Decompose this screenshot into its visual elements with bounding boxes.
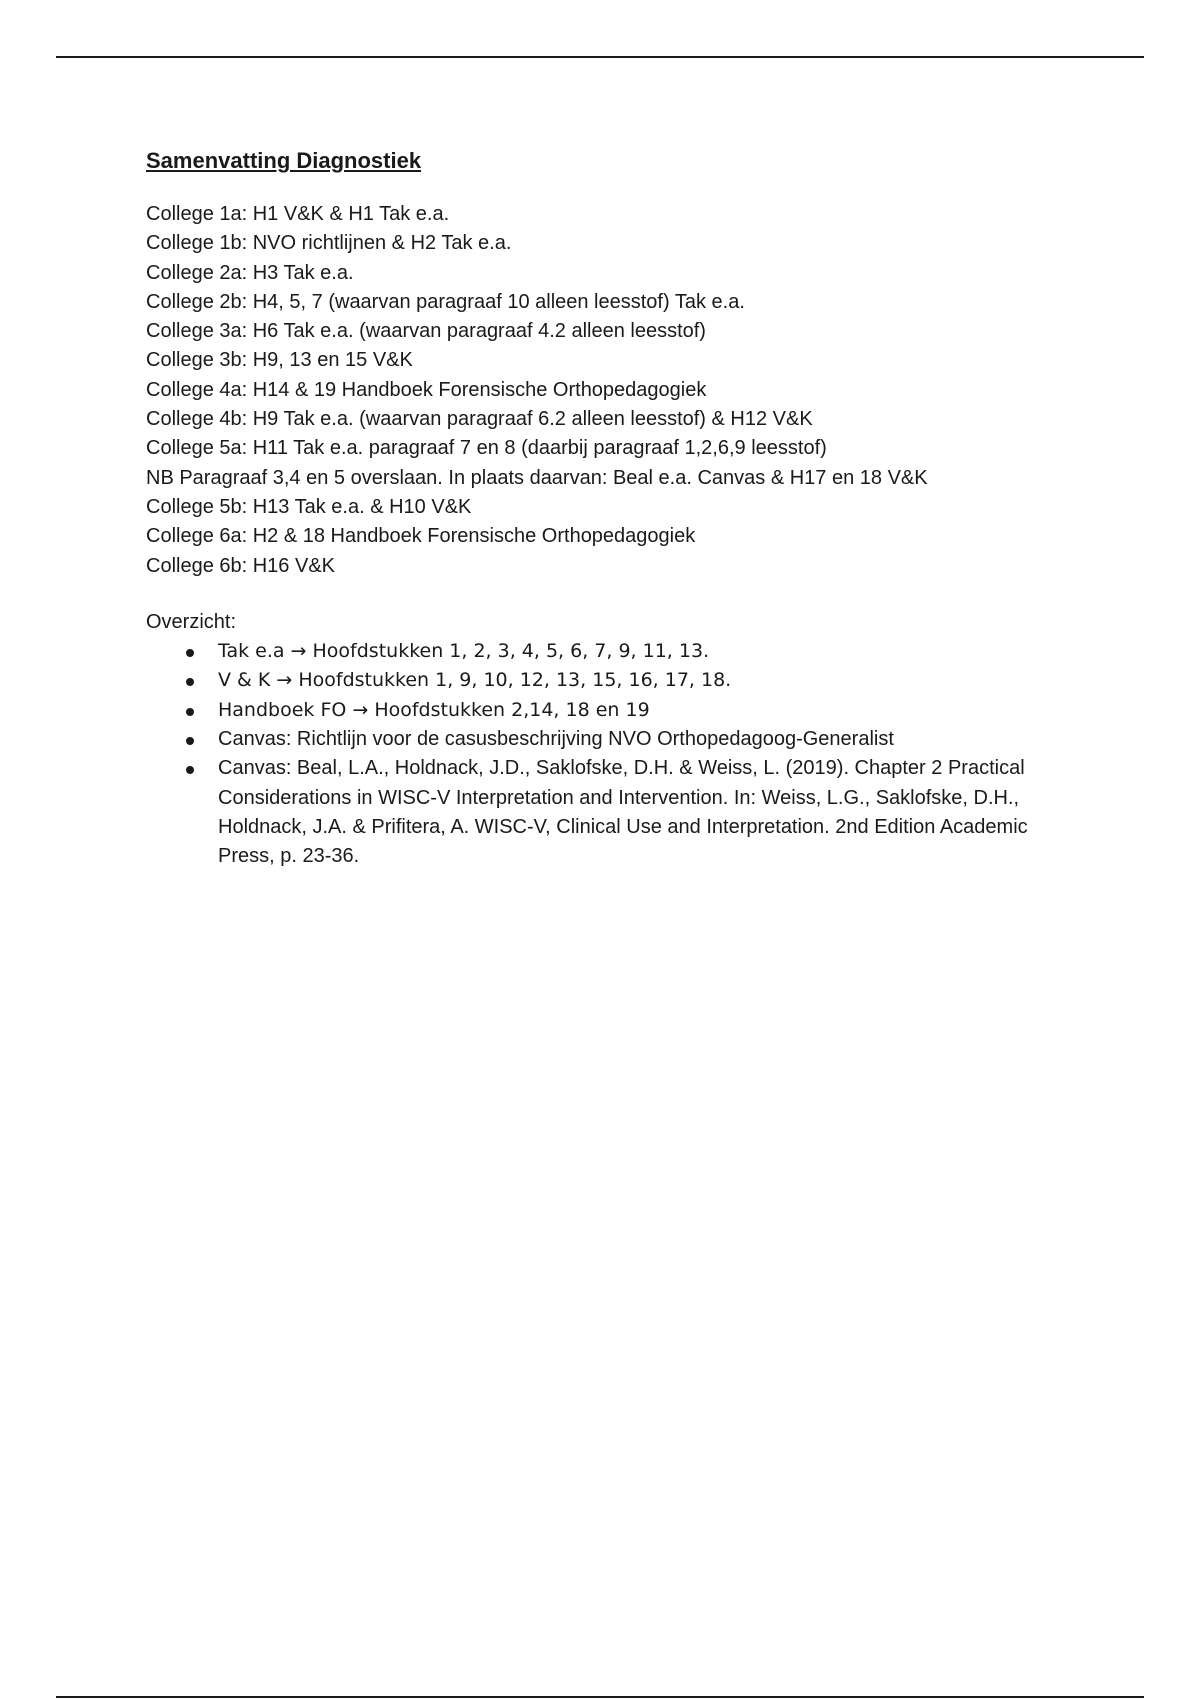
college-line: College 4a: H14 & 19 Handboek Forensische Orthopedagogiek — [146, 378, 707, 401]
college-line: College 2b: H4, 5, 7 (waarvan paragraaf 10 alleen leesstof) Tak e.a. — [146, 290, 745, 313]
college-line: College 6a: H2 & 18 Handboek Forensische Orthopedagogiek — [146, 525, 696, 548]
college-list — [146, 200, 1046, 581]
bullet-icon — [186, 737, 194, 745]
bullet-item — [146, 637, 1046, 666]
college-line: College 1a: H1 V&K & H1 Tak e.a. — [146, 203, 450, 225]
bullet-text: Canvas: Richtlijn voor de casusbeschrijving NVO Orthopedagoog-Generalist — [218, 728, 894, 751]
bullet-icon — [186, 766, 194, 774]
college-line: College 2a: H3 Tak e.a. — [146, 261, 354, 284]
bullet-item — [146, 725, 1046, 754]
bullet-text: V & K → Hoofdstukken 1, 9, 10, 12, 13, 15, 16, 17, 18. — [218, 669, 732, 692]
page-bottom-rule — [56, 1696, 1144, 1698]
bullet-text: Canvas: Beal, L.A., Holdnack, J.D., Saklofske, D.H. & Weiss, L. (2019). Chapter 2 Practical Considerations in WISC-V Interpretation and Intervention. In: Weiss, L.G., Saklofske, D.H., Holdnack, J.A. & Prifitera, A. WISC-V, Clinical Use and Interpretation. 2nd Edition Academic Press, p. 23-36. — [218, 757, 1028, 868]
document-title: Samenvatting Diagnostiek — [146, 148, 422, 173]
college-note-line: NB Paragraaf 3,4 en 5 overslaan. In plaats daarvan: Beal e.a. Canvas & H17 en 18 V&K — [146, 466, 928, 489]
college-line: College 1b: NVO richtlijnen & H2 Tak e.a. — [146, 232, 512, 255]
bullet-icon — [186, 649, 194, 657]
bullet-item — [146, 696, 1046, 725]
bullet-text: Tak e.a → Hoofdstukken 1, 2, 3, 4, 5, 6, 7, 9, 11, 13. — [218, 640, 710, 663]
document-body — [146, 146, 1046, 872]
bullet-icon — [186, 708, 194, 716]
college-line: College 4b: H9 Tak e.a. (waarvan paragraaf 6.2 alleen leesstof) & H12 V&K — [146, 408, 813, 431]
overview-bullet-list — [146, 637, 1046, 871]
college-line: College 3b: H9, 13 en 15 V&K — [146, 349, 413, 372]
bullet-text: Handboek FO → Hoofdstukken 2,14, 18 en 19 — [218, 698, 650, 721]
bullet-item — [146, 754, 1046, 871]
page-top-rule — [56, 56, 1144, 58]
college-line: College 3a: H6 Tak e.a. (waarvan paragraaf 4.2 alleen leesstof) — [146, 320, 706, 343]
bullet-item — [146, 666, 1046, 695]
college-line: College 5a: H11 Tak e.a. paragraaf 7 en 8 (daarbij paragraaf 1,2,6,9 leesstof) — [146, 437, 827, 460]
bullet-icon — [186, 678, 194, 686]
college-line: College 6b: H16 V&K — [146, 554, 336, 577]
overview-heading: Overzicht: — [146, 610, 237, 633]
college-line: College 5b: H13 Tak e.a. & H10 V&K — [146, 495, 472, 518]
